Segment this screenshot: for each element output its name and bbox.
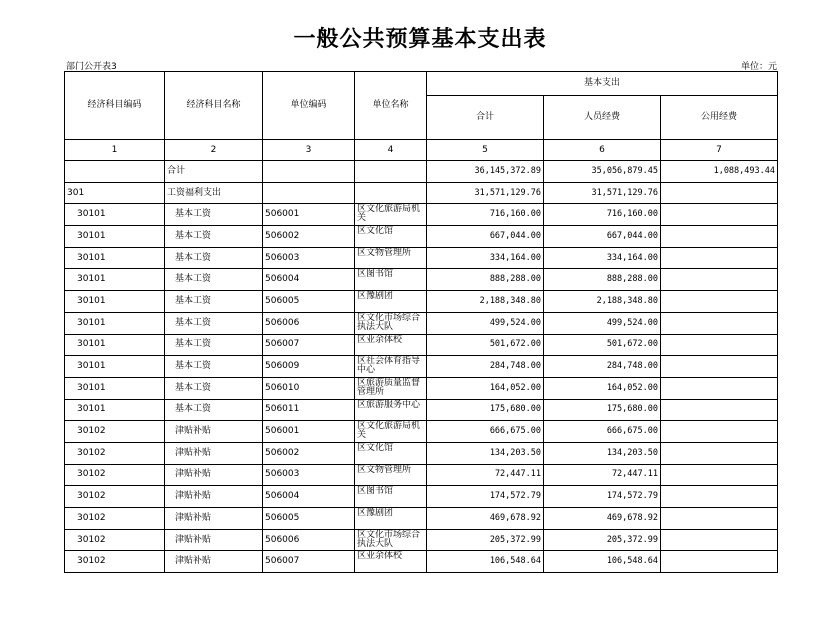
cell-empty bbox=[263, 182, 355, 204]
row-econ-code: 30102 bbox=[65, 442, 165, 464]
budget-table bbox=[64, 71, 778, 573]
row-unit-code: 506006 bbox=[263, 312, 355, 334]
row-total: 667,044.00 bbox=[427, 226, 544, 248]
row-unit-name: 区图书馆 bbox=[355, 269, 427, 291]
row-econ-code: 30102 bbox=[65, 421, 165, 443]
header-econ-name: 经济科目名称 bbox=[165, 72, 263, 140]
row-public bbox=[661, 399, 778, 421]
header-total: 合计 bbox=[427, 96, 544, 140]
row-econ-name: 基本工资 bbox=[165, 399, 263, 421]
row-total: 666,675.00 bbox=[427, 421, 544, 443]
row-unit-name: 区文化旅游局机关 bbox=[355, 204, 427, 226]
category-total: 31,571,129.76 bbox=[427, 182, 544, 204]
table-row bbox=[65, 204, 778, 226]
row-econ-code: 30101 bbox=[65, 269, 165, 291]
row-unit-name: 区文化旅游局机关 bbox=[355, 421, 427, 443]
table-row bbox=[65, 291, 778, 313]
row-unit-name: 区文化市场综合执法大队 bbox=[355, 529, 427, 551]
row-unit-name: 区文物管理所 bbox=[355, 247, 427, 269]
row-total: 716,160.00 bbox=[427, 204, 544, 226]
row-econ-code: 30101 bbox=[65, 334, 165, 356]
category-name: 工资福利支出 bbox=[165, 182, 263, 204]
row-unit-code: 506001 bbox=[263, 204, 355, 226]
header-econ-code: 经济科目编码 bbox=[65, 72, 165, 140]
row-personnel: 284,748.00 bbox=[544, 356, 661, 378]
row-econ-code: 30101 bbox=[65, 399, 165, 421]
header-personnel: 人员经费 bbox=[544, 96, 661, 140]
row-econ-code: 30102 bbox=[65, 486, 165, 508]
row-unit-name: 区文化馆 bbox=[355, 226, 427, 248]
row-econ-code: 30101 bbox=[65, 291, 165, 313]
row-unit-name: 区文化馆 bbox=[355, 442, 427, 464]
row-public bbox=[661, 334, 778, 356]
row-unit-name: 区社会体育指导中心 bbox=[355, 356, 427, 378]
row-total: 2,188,348.80 bbox=[427, 291, 544, 313]
row-total: 501,672.00 bbox=[427, 334, 544, 356]
table-row bbox=[65, 442, 778, 464]
row-econ-name: 津贴补贴 bbox=[165, 508, 263, 530]
table-row bbox=[65, 334, 778, 356]
row-total: 469,678.92 bbox=[427, 508, 544, 530]
row-econ-name: 津贴补贴 bbox=[165, 551, 263, 573]
table-row bbox=[65, 399, 778, 421]
table-row bbox=[65, 464, 778, 486]
row-public bbox=[661, 247, 778, 269]
row-personnel: 175,680.00 bbox=[544, 399, 661, 421]
table-row bbox=[65, 508, 778, 530]
row-unit-code: 506005 bbox=[263, 508, 355, 530]
table-row bbox=[65, 421, 778, 443]
table-row bbox=[65, 312, 778, 334]
category-personnel: 31,571,129.76 bbox=[544, 182, 661, 204]
row-public bbox=[661, 442, 778, 464]
table-row bbox=[65, 529, 778, 551]
page-title: 一般公共预算基本支出表 bbox=[293, 26, 547, 52]
row-total: 174,572.79 bbox=[427, 486, 544, 508]
row-total: 72,447.11 bbox=[427, 464, 544, 486]
header-unit-name: 单位名称 bbox=[355, 72, 427, 140]
row-unit-code: 506007 bbox=[263, 334, 355, 356]
row-personnel: 72,447.11 bbox=[544, 464, 661, 486]
row-public bbox=[661, 312, 778, 334]
table-row bbox=[65, 486, 778, 508]
row-econ-name: 基本工资 bbox=[165, 377, 263, 399]
row-unit-code: 506003 bbox=[263, 464, 355, 486]
row-econ-code: 30102 bbox=[65, 529, 165, 551]
table-row bbox=[65, 226, 778, 248]
row-public bbox=[661, 508, 778, 530]
table-row bbox=[65, 377, 778, 399]
row-public bbox=[661, 486, 778, 508]
row-personnel: 666,675.00 bbox=[544, 421, 661, 443]
total-amount: 36,145,372.89 bbox=[427, 161, 544, 183]
row-unit-code: 506009 bbox=[263, 356, 355, 378]
row-econ-name: 津贴补贴 bbox=[165, 486, 263, 508]
column-index: 7 bbox=[661, 140, 778, 161]
row-public bbox=[661, 204, 778, 226]
row-unit-name: 区豫剧团 bbox=[355, 508, 427, 530]
row-public bbox=[661, 377, 778, 399]
row-econ-code: 30102 bbox=[65, 508, 165, 530]
row-unit-code: 506004 bbox=[263, 486, 355, 508]
table-row bbox=[65, 356, 778, 378]
row-econ-name: 基本工资 bbox=[165, 356, 263, 378]
cell-empty bbox=[355, 161, 427, 183]
row-econ-name: 基本工资 bbox=[165, 269, 263, 291]
row-personnel: 174,572.79 bbox=[544, 486, 661, 508]
header-row-1 bbox=[65, 72, 778, 96]
row-econ-code: 30101 bbox=[65, 356, 165, 378]
cell-empty bbox=[355, 182, 427, 204]
row-total: 334,164.00 bbox=[427, 247, 544, 269]
row-unit-code: 506006 bbox=[263, 529, 355, 551]
header-basic-expense: 基本支出 bbox=[427, 72, 778, 96]
row-public bbox=[661, 551, 778, 573]
row-personnel: 716,160.00 bbox=[544, 204, 661, 226]
row-unit-code: 506011 bbox=[263, 399, 355, 421]
column-index: 2 bbox=[165, 140, 263, 161]
row-econ-name: 津贴补贴 bbox=[165, 529, 263, 551]
row-personnel: 469,678.92 bbox=[544, 508, 661, 530]
row-total: 499,524.00 bbox=[427, 312, 544, 334]
row-unit-code: 506002 bbox=[263, 442, 355, 464]
row-personnel: 106,548.64 bbox=[544, 551, 661, 573]
row-unit-name: 区图书馆 bbox=[355, 486, 427, 508]
row-unit-code: 506007 bbox=[263, 551, 355, 573]
total-personnel: 35,056,879.45 bbox=[544, 161, 661, 183]
column-index: 5 bbox=[427, 140, 544, 161]
row-econ-name: 津贴补贴 bbox=[165, 421, 263, 443]
column-index: 1 bbox=[65, 140, 165, 161]
row-unit-code: 506004 bbox=[263, 269, 355, 291]
row-unit-code: 506010 bbox=[263, 377, 355, 399]
row-personnel: 499,524.00 bbox=[544, 312, 661, 334]
row-unit-code: 506003 bbox=[263, 247, 355, 269]
total-public: 1,088,493.44 bbox=[661, 161, 778, 183]
row-personnel: 501,672.00 bbox=[544, 334, 661, 356]
row-total: 175,680.00 bbox=[427, 399, 544, 421]
row-personnel: 2,188,348.80 bbox=[544, 291, 661, 313]
row-public bbox=[661, 529, 778, 551]
row-econ-code: 30101 bbox=[65, 377, 165, 399]
row-personnel: 205,372.99 bbox=[544, 529, 661, 551]
column-index: 3 bbox=[263, 140, 355, 161]
row-unit-name: 区业余体校 bbox=[355, 551, 427, 573]
header-unit-code: 单位编码 bbox=[263, 72, 355, 140]
row-unit-name: 区旅游服务中心 bbox=[355, 399, 427, 421]
row-public bbox=[661, 464, 778, 486]
row-econ-code: 30102 bbox=[65, 464, 165, 486]
table-row bbox=[65, 269, 778, 291]
row-unit-name: 区业余体校 bbox=[355, 334, 427, 356]
table-row bbox=[65, 551, 778, 573]
column-index: 4 bbox=[355, 140, 427, 161]
row-total: 284,748.00 bbox=[427, 356, 544, 378]
row-personnel: 888,288.00 bbox=[544, 269, 661, 291]
row-econ-name: 津贴补贴 bbox=[165, 464, 263, 486]
row-econ-name: 基本工资 bbox=[165, 334, 263, 356]
row-unit-name: 区旅游质量监督管理所 bbox=[355, 377, 427, 399]
row-unit-code: 506001 bbox=[263, 421, 355, 443]
category-row bbox=[65, 182, 778, 204]
row-econ-code: 30101 bbox=[65, 312, 165, 334]
row-unit-name: 区豫剧团 bbox=[355, 291, 427, 313]
category-code: 301 bbox=[65, 182, 165, 204]
row-personnel: 667,044.00 bbox=[544, 226, 661, 248]
row-econ-name: 基本工资 bbox=[165, 247, 263, 269]
row-personnel: 134,203.50 bbox=[544, 442, 661, 464]
table-row bbox=[65, 247, 778, 269]
row-econ-code: 30102 bbox=[65, 551, 165, 573]
row-total: 205,372.99 bbox=[427, 529, 544, 551]
row-unit-name: 区文化市场综合执法大队 bbox=[355, 312, 427, 334]
row-econ-code: 30101 bbox=[65, 226, 165, 248]
row-unit-code: 506005 bbox=[263, 291, 355, 313]
row-econ-name: 基本工资 bbox=[165, 226, 263, 248]
form-label: 部门公开表3 bbox=[66, 62, 117, 72]
column-index-row bbox=[65, 140, 778, 161]
cell-empty bbox=[65, 161, 165, 183]
row-total: 164,052.00 bbox=[427, 377, 544, 399]
row-econ-name: 基本工资 bbox=[165, 312, 263, 334]
header-public: 公用经费 bbox=[661, 96, 778, 140]
row-econ-name: 基本工资 bbox=[165, 291, 263, 313]
row-econ-code: 30101 bbox=[65, 247, 165, 269]
row-total: 888,288.00 bbox=[427, 269, 544, 291]
row-total: 106,548.64 bbox=[427, 551, 544, 573]
row-personnel: 164,052.00 bbox=[544, 377, 661, 399]
category-public bbox=[661, 182, 778, 204]
total-row bbox=[65, 161, 778, 183]
row-personnel: 334,164.00 bbox=[544, 247, 661, 269]
row-public bbox=[661, 356, 778, 378]
row-unit-code: 506002 bbox=[263, 226, 355, 248]
total-label: 合计 bbox=[165, 161, 263, 183]
row-total: 134,203.50 bbox=[427, 442, 544, 464]
row-public bbox=[661, 269, 778, 291]
unit-label: 单位：元 bbox=[740, 62, 777, 72]
cell-empty bbox=[263, 161, 355, 183]
row-econ-name: 津贴补贴 bbox=[165, 442, 263, 464]
row-public bbox=[661, 226, 778, 248]
row-econ-code: 30101 bbox=[65, 204, 165, 226]
row-public bbox=[661, 421, 778, 443]
row-public bbox=[661, 291, 778, 313]
row-econ-name: 基本工资 bbox=[165, 204, 263, 226]
row-unit-name: 区文物管理所 bbox=[355, 464, 427, 486]
column-index: 6 bbox=[544, 140, 661, 161]
